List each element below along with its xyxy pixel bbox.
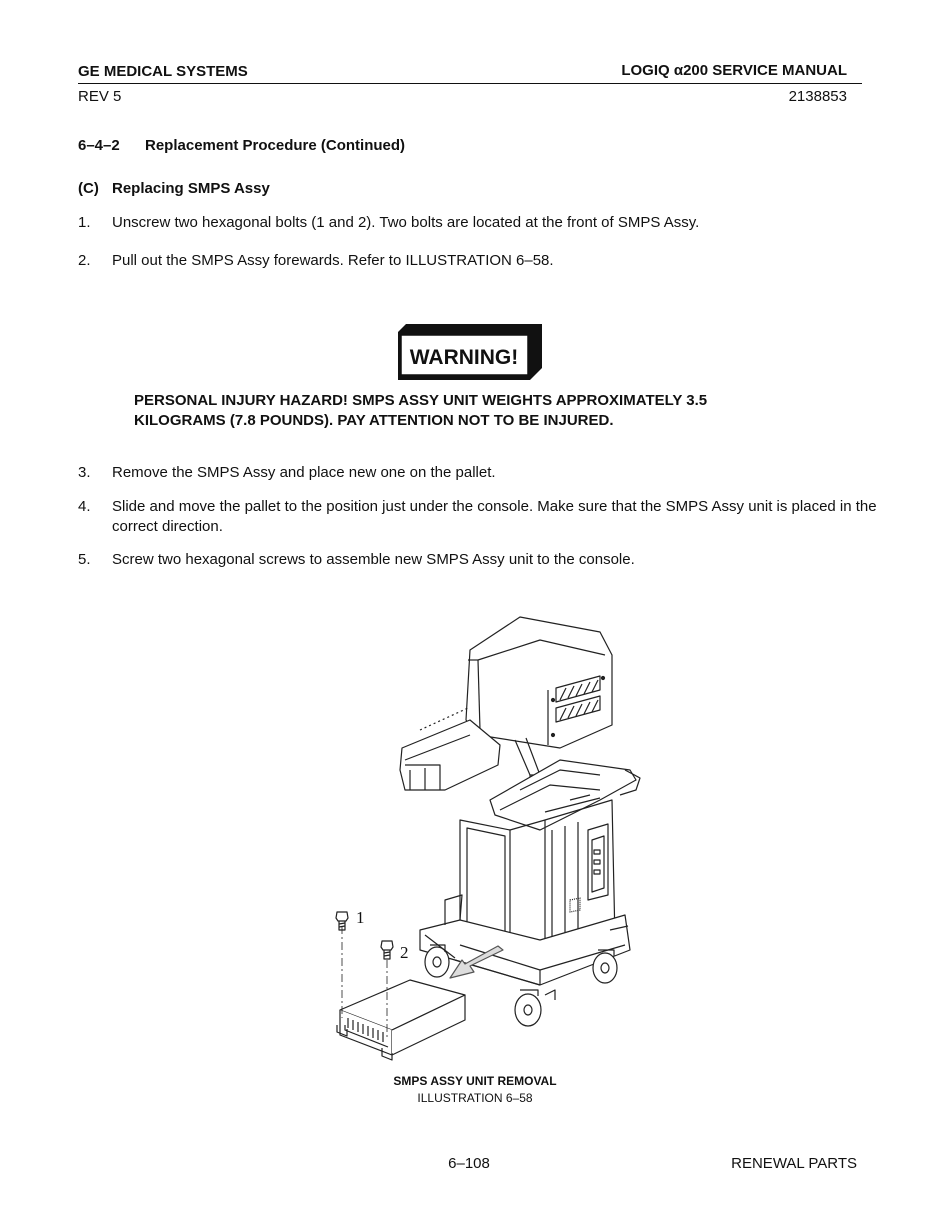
header-doc-number: 2138853 bbox=[788, 88, 847, 105]
figure-caption-ref: ILLUSTRATION 6–58 bbox=[417, 1091, 533, 1105]
header-company: GE MEDICAL SYSTEMS bbox=[78, 63, 248, 80]
callout-1: 1 bbox=[356, 908, 365, 927]
step-4 bbox=[78, 497, 878, 537]
step-text: Remove the SMPS Assy and place new one on the pallet. bbox=[112, 464, 496, 481]
header-manual-title: LOGIQ α200 SERVICE MANUAL bbox=[621, 62, 847, 79]
callout-2: 2 bbox=[400, 943, 409, 962]
smps-removal-illustration bbox=[320, 600, 660, 1070]
warning-text: PERSONAL INJURY HAZARD! SMPS ASSY UNIT WEIGHTS APPROXIMATELY 3.5 KILOGRAMS (7.8 POUNDS). PAY ATTENTION NOT TO BE INJURED. bbox=[134, 392, 708, 429]
figure-caption-title: SMPS ASSY UNIT REMOVAL bbox=[393, 1074, 557, 1088]
subsection-heading bbox=[78, 180, 270, 197]
page-number: 6–108 bbox=[448, 1155, 490, 1172]
step-3 bbox=[78, 463, 878, 483]
warning-badge bbox=[398, 324, 544, 380]
step-text: Unscrew two hexagonal bolts (1 and 2). Two bolts are located at the front of SMPS Assy. bbox=[112, 214, 700, 231]
header-revision: REV 5 bbox=[78, 88, 122, 105]
step-text: Slide and move the pallet to the position just under the console. Make sure that the SMPS Assy unit is placed in the correct direction. bbox=[112, 498, 877, 535]
smps-unit-drawing bbox=[337, 980, 465, 1060]
step-text: Pull out the SMPS Assy forewards. Refer to ILLUSTRATION 6–58. bbox=[112, 252, 554, 269]
step-number: 2. bbox=[78, 252, 91, 269]
footer-section: RENEWAL PARTS bbox=[731, 1155, 857, 1172]
subsection-title: Replacing SMPS Assy bbox=[112, 180, 270, 197]
step-number: 3. bbox=[78, 464, 91, 481]
header-rule bbox=[78, 83, 862, 84]
step-number: 1. bbox=[78, 214, 91, 231]
section-number: 6–4–2 bbox=[78, 137, 120, 154]
section-title: Replacement Procedure (Continued) bbox=[145, 137, 406, 154]
step-text: Screw two hexagonal screws to assemble new SMPS Assy unit to the console. bbox=[112, 551, 635, 568]
warning-badge-label: WARNING! bbox=[409, 346, 519, 369]
subsection-label: (C) bbox=[78, 180, 99, 197]
section-heading bbox=[78, 137, 405, 154]
step-2 bbox=[78, 251, 878, 271]
step-number: 5. bbox=[78, 551, 91, 568]
step-number: 4. bbox=[78, 498, 91, 515]
step-5 bbox=[78, 550, 878, 570]
monitor-drawing bbox=[466, 617, 612, 748]
step-1 bbox=[78, 213, 878, 233]
